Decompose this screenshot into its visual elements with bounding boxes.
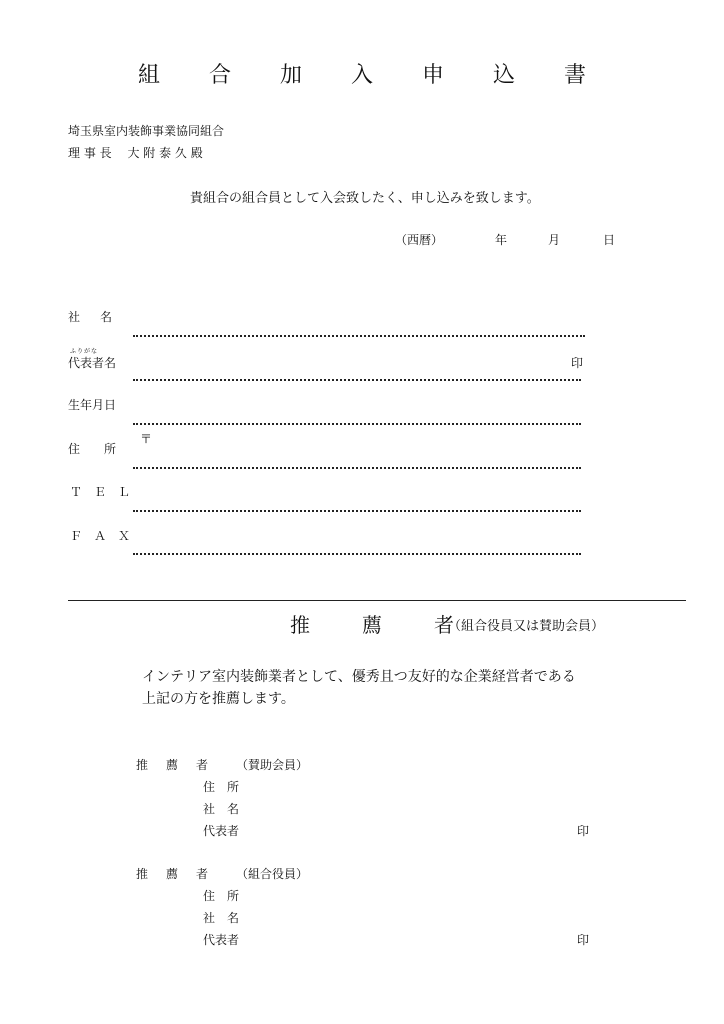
fax-line[interactable]	[133, 553, 581, 555]
representative-seal: 印	[571, 356, 584, 370]
addressee-name: 理 事 長 大 附 泰 久 殿	[68, 146, 203, 160]
recommender-1-seal: 印	[577, 824, 590, 838]
birthdate-line[interactable]	[133, 423, 581, 425]
document-title: 組 合 加 入 申 込 書	[138, 63, 607, 88]
date-month: 月	[548, 233, 561, 247]
recommender-section-note: （組合役員又は賛助会員）	[448, 619, 605, 634]
recommender-1-company: 社 名	[203, 802, 240, 816]
date-year: 年	[495, 233, 508, 247]
representative-label: 代表者名	[68, 356, 117, 370]
recommender-section-title: 推 薦 者	[290, 613, 458, 637]
birthdate-label: 生年月日	[68, 398, 117, 412]
recommender-2-company: 社 名	[203, 911, 240, 925]
recommender-2-type: （組合役員）	[236, 867, 309, 881]
date-era: （西暦）	[395, 233, 444, 247]
recommender-2-label: 推 薦 者	[136, 867, 212, 881]
date-day: 日	[603, 233, 616, 247]
recommender-2-representative: 代表者	[203, 933, 240, 947]
tel-line[interactable]	[133, 510, 581, 512]
addressee-organization: 埼玉県室内装飾事業協同組合	[68, 124, 225, 138]
address-line[interactable]	[133, 467, 581, 469]
section-divider	[68, 600, 686, 601]
recommender-2-address: 住 所	[203, 889, 240, 903]
request-text: 貴組合の組合員として入会致したく、申し込みを致します。	[190, 191, 540, 206]
address-label: 住 所	[68, 442, 123, 456]
recommender-1-representative: 代表者	[203, 824, 240, 838]
company-line[interactable]	[133, 335, 585, 337]
fax-label: ＦＡＸ	[70, 529, 143, 543]
recommender-1-label: 推 薦 者	[136, 758, 212, 772]
recommendation-text-line1: インテリア室内装飾業者として、優秀且つ友好的な企業経営者である	[142, 669, 576, 685]
recommendation-text-line2: 上記の方を推薦します。	[142, 691, 295, 707]
recommender-1-address: 住 所	[203, 780, 240, 794]
representative-ruby: ふりがな	[70, 348, 99, 355]
recommender-1-type: （賛助会員）	[236, 758, 309, 772]
tel-label: ＴＥＬ	[70, 485, 143, 499]
postal-mark: 〒	[140, 432, 153, 446]
company-label: 社 名	[68, 310, 117, 324]
recommender-2-seal: 印	[577, 933, 590, 947]
representative-line[interactable]	[133, 379, 581, 381]
